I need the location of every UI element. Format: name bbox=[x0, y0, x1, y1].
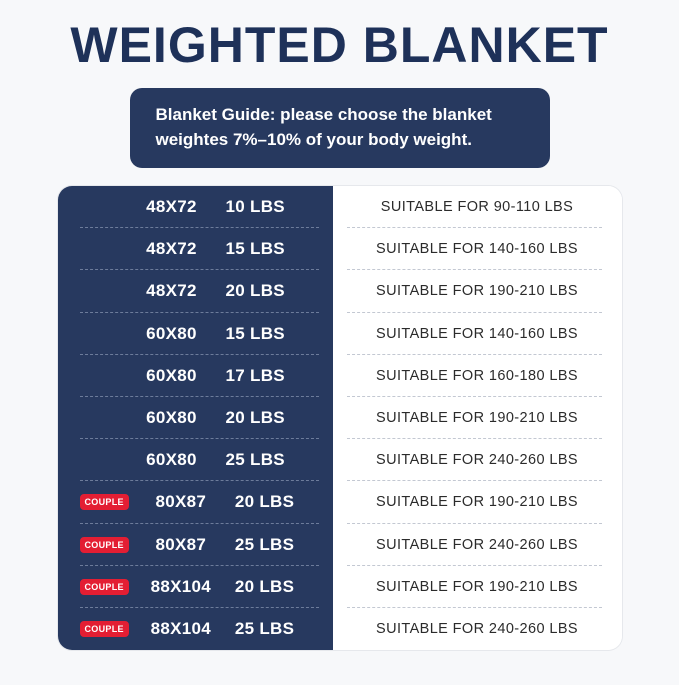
blanket-size: 60X80 bbox=[146, 323, 197, 343]
table-row bbox=[58, 481, 622, 523]
size-weight-cell bbox=[58, 186, 333, 228]
blanket-weight: 25 LBS bbox=[225, 450, 285, 470]
blanket-size: 60X80 bbox=[146, 450, 197, 470]
table-row bbox=[58, 566, 622, 608]
guide-line-2: weightes 7%–10% of your body weight. bbox=[155, 130, 472, 149]
blanket-size: 60X80 bbox=[146, 365, 197, 385]
blanket-size: 80X87 bbox=[155, 534, 207, 554]
table-row bbox=[58, 355, 622, 397]
couple-badge: COUPLE bbox=[80, 494, 129, 510]
blanket-weight: 25 LBS bbox=[234, 534, 295, 554]
table-row bbox=[58, 439, 622, 481]
suitable-for-cell: SUITABLE FOR 240-260 LBS bbox=[333, 524, 622, 566]
page-title: WEIGHTED BLANKET bbox=[70, 17, 609, 73]
size-table bbox=[58, 186, 622, 650]
size-weight-cell bbox=[58, 608, 333, 650]
table-row bbox=[58, 228, 622, 270]
size-weight-cell bbox=[58, 439, 333, 481]
blanket-size: 60X80 bbox=[146, 408, 197, 428]
weighted-blanket-size-chart bbox=[0, 16, 679, 685]
table-row bbox=[58, 186, 622, 228]
size-weight-cell bbox=[58, 566, 333, 608]
blanket-size: 88X104 bbox=[150, 576, 212, 596]
blanket-weight: 15 LBS bbox=[225, 323, 285, 343]
size-weight-cell bbox=[58, 524, 333, 566]
blanket-guide-box bbox=[130, 88, 550, 168]
couple-badge: COUPLE bbox=[80, 621, 129, 637]
suitable-for-cell: SUITABLE FOR 160-180 LBS bbox=[333, 355, 622, 397]
couple-badge: COUPLE bbox=[80, 537, 129, 553]
blanket-size: 88X104 bbox=[150, 618, 212, 638]
size-weight-cell bbox=[58, 313, 333, 355]
suitable-for-cell: SUITABLE FOR 190-210 LBS bbox=[333, 481, 622, 523]
guide-line-1: Blanket Guide: please choose the blanket bbox=[155, 105, 492, 124]
blanket-size: 48X72 bbox=[146, 239, 197, 259]
blanket-weight: 20 LBS bbox=[225, 408, 285, 428]
couple-badge: COUPLE bbox=[80, 579, 129, 595]
size-weight-cell bbox=[58, 481, 333, 523]
table-row bbox=[58, 608, 622, 650]
suitable-for-cell: SUITABLE FOR 190-210 LBS bbox=[333, 270, 622, 312]
guide-container bbox=[0, 88, 679, 168]
blanket-weight: 17 LBS bbox=[225, 365, 285, 385]
suitable-for-cell: SUITABLE FOR 190-210 LBS bbox=[333, 566, 622, 608]
blanket-weight: 15 LBS bbox=[225, 239, 285, 259]
blanket-weight: 20 LBS bbox=[234, 492, 295, 512]
suitable-for-cell: SUITABLE FOR 190-210 LBS bbox=[333, 397, 622, 439]
size-weight-cell bbox=[58, 397, 333, 439]
blanket-size: 80X87 bbox=[155, 492, 207, 512]
blanket-weight: 20 LBS bbox=[225, 281, 285, 301]
size-weight-cell bbox=[58, 270, 333, 312]
table-row bbox=[58, 524, 622, 566]
suitable-for-cell: SUITABLE FOR 240-260 LBS bbox=[333, 608, 622, 650]
blanket-size: 48X72 bbox=[146, 281, 197, 301]
size-weight-cell bbox=[58, 228, 333, 270]
table-row bbox=[58, 270, 622, 312]
size-weight-cell bbox=[58, 355, 333, 397]
blanket-weight: 10 LBS bbox=[225, 197, 285, 217]
blanket-weight: 25 LBS bbox=[234, 618, 295, 638]
suitable-for-cell: SUITABLE FOR 90-110 LBS bbox=[333, 186, 622, 228]
table-row bbox=[58, 397, 622, 439]
blanket-size: 48X72 bbox=[146, 197, 197, 217]
blanket-weight: 20 LBS bbox=[234, 576, 295, 596]
suitable-for-cell: SUITABLE FOR 140-160 LBS bbox=[333, 313, 622, 355]
suitable-for-cell: SUITABLE FOR 140-160 LBS bbox=[333, 228, 622, 270]
suitable-for-cell: SUITABLE FOR 240-260 LBS bbox=[333, 439, 622, 481]
table-row bbox=[58, 313, 622, 355]
